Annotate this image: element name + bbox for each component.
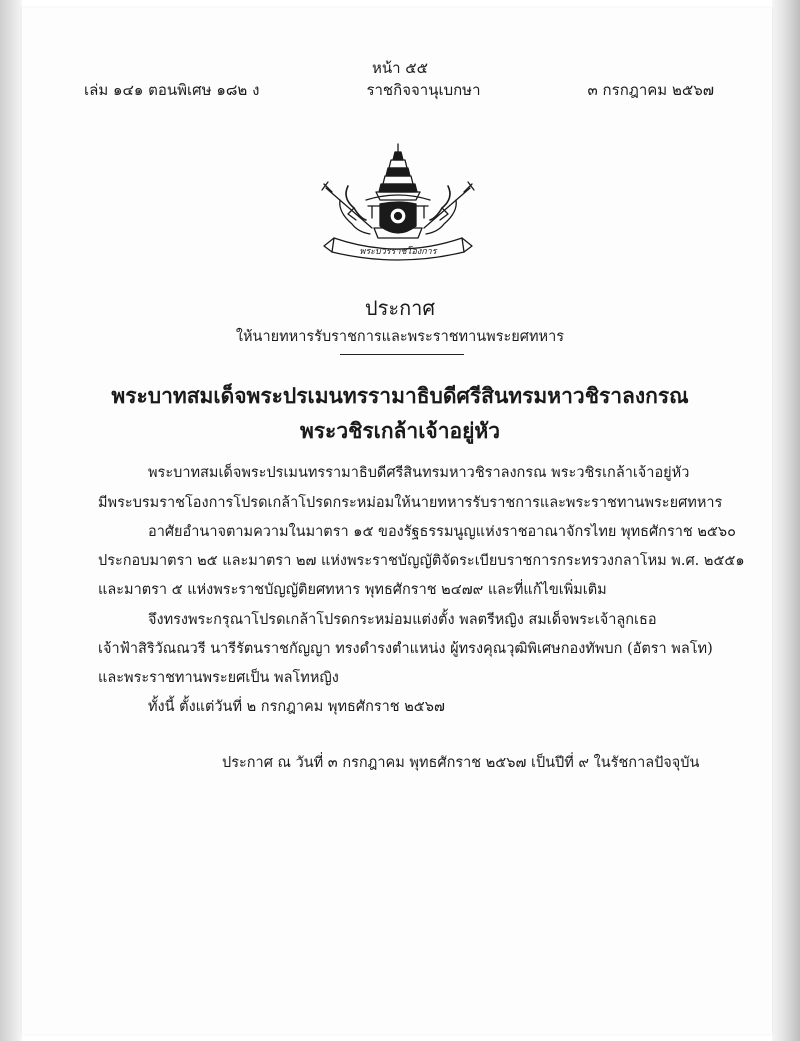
king-name-line-2: พระวชิรเกล้าเจ้าอยู่หัว [299, 418, 501, 443]
body-line: และพระราชทานพระยศเป็น พลโทหญิง [98, 670, 339, 686]
body-line: มีพระบรมราชโองการโปรดเกล้าโปรดกระหม่อมให้นายทหารรับราชการและพระราชทานพระยศทหาร [98, 495, 723, 511]
gazette-header [84, 78, 714, 102]
gazette-date: ๓ กรกฎาคม ๒๕๖๗ [587, 81, 714, 99]
body-line: ทั้งนี้ ตั้งแต่วันที่ ๒ กรกฎาคม พุทธศักราช ๒๕๖๗ [148, 699, 445, 715]
body-line: เจ้าฟ้าสิริวัณณวรี นารีรัตนราชกัญญา ทรงดำรงตำแหน่ง ผู้ทรงคุณวุฒิพิเศษกองทัพบก (อัตรา พลโท) [98, 641, 713, 657]
body-line: และมาตรา ๕ แห่งพระราชบัญญัติยศทหาร พุทธศักราช ๒๔๗๙ และที่แก้ไขเพิ่มเติม [98, 582, 607, 598]
signature-date-line: ประกาศ ณ วันที่ ๓ กรกฎาคม พุทธศักราช ๒๕๖๗ เป็นปีที่ ๙ ในรัชกาลปัจจุบัน [222, 755, 700, 771]
page-edge-right [772, 0, 800, 1041]
body-line: จึงทรงพระกรุณาโปรดเกล้าโปรดกระหม่อมแต่งตั้ง พลตรีหญิง สมเด็จพระเจ้าลูกเธอ [148, 612, 657, 628]
gazette-name: ราชกิจจานุเบกษา [366, 81, 481, 99]
royal-emblem-icon [318, 142, 478, 264]
page-number: หน้า ๕๕ [371, 59, 429, 77]
body-line: ประกอบมาตรา ๒๕ และมาตรา ๒๗ แห่งพระราชบัญญัติจัดระเบียบราชการกระทรวงกลาโหม พ.ศ. ๒๕๕๑ [98, 553, 745, 569]
body-line: พระบาทสมเด็จพระปรเมนทรรามาธิบดีศรีสินทรมหาวชิราลงกรณ พระวชิรเกล้าเจ้าอยู่หัว [148, 465, 690, 481]
body-line: อาศัยอำนาจตามความในมาตรา ๑๕ ของรัฐธรรมนูญแห่งราชอาณาจักรไทย พุทธศักราช ๒๕๖๐ [148, 524, 736, 540]
page-edge-left [0, 0, 22, 1041]
emblem-ribbon-text: พระบวรราชโองการ [359, 247, 437, 257]
announcement-title: ประกาศ [364, 296, 436, 320]
title-divider [340, 354, 464, 355]
announcement-subtitle: ให้นายทหารรับราชการและพระราชทานพระยศทหาร [235, 329, 565, 345]
king-name-line-1: พระบาทสมเด็จพระปรเมนทรรามาธิบดีศรีสินทรมหาวชิราลงกรณ [111, 383, 689, 408]
volume-issue: เล่ม ๑๔๑ ตอนพิเศษ ๑๘๒ ง [84, 81, 260, 99]
